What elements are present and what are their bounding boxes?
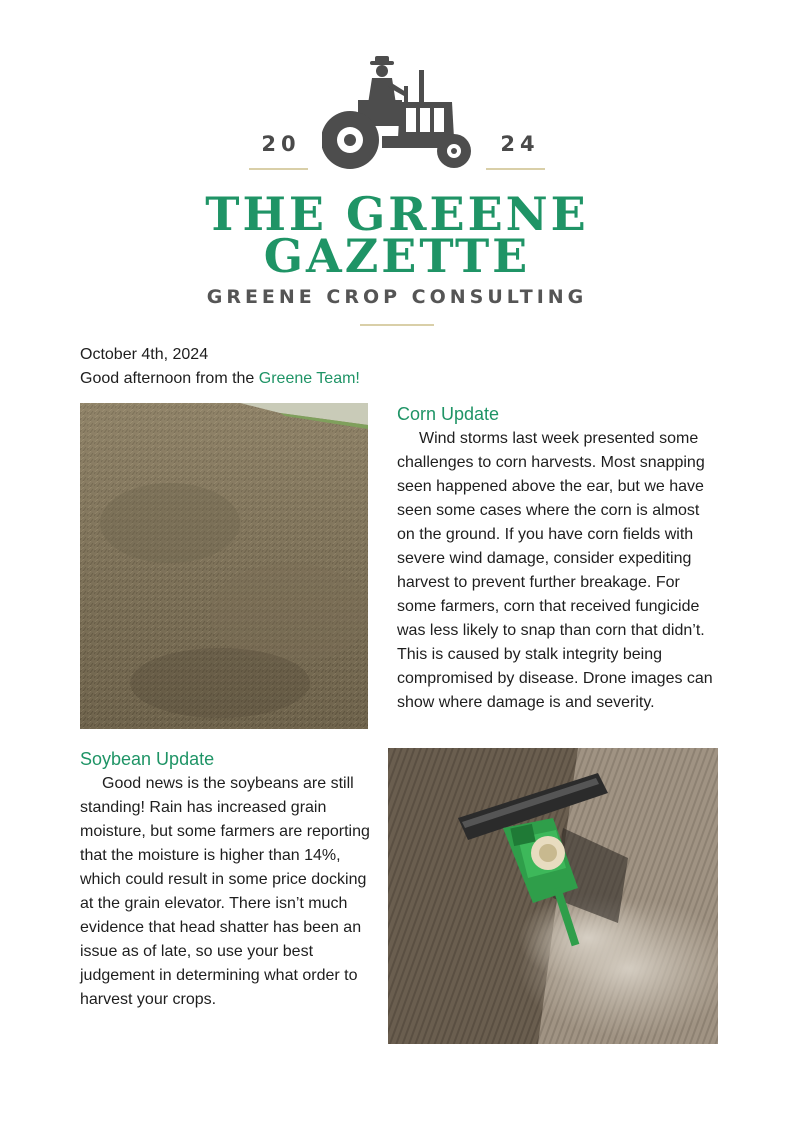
- soybean-update-body: Good news is the soybeans are still standing! Rain has increased grain moisture, but some farmers are reporting that the moisture is higher than 14%, which could result in some price docking at the grain elevator. There isn’t much evidence that head shatter has been an issue as of late, so use your best judgement in determining what order to harvest your crops.: [80, 775, 370, 1008]
- corn-update-heading: Corn Update: [397, 404, 500, 424]
- greeting: [80, 367, 360, 391]
- corn-update-article: [397, 403, 719, 715]
- newsletter-title-line2: GAZETTE: [263, 229, 531, 283]
- corn-update-body: Wind storms last week presented some challenges to corn harvests. Most snapping seen happened above the ear, but we have seen some cases where the corn is almost on the ground. If you have corn fields with severe wind damage, consider expediting harvest to prevent further breakage. For some farmers, corn that received fungicide was less likely to snap than corn that didn’t. This is caused by stalk integrity being compromised by disease. Drone images can show where damage is and severity.: [397, 430, 713, 711]
- newsletter-title-line1: THE GREENE: [205, 187, 589, 241]
- title-rule: [360, 324, 434, 326]
- combine-harvest-photo: [388, 748, 718, 1044]
- tractor-icon: [322, 56, 472, 172]
- corn-field-photo: [80, 403, 368, 729]
- year-left-rule: [249, 168, 308, 170]
- greeting-prefix: Good afternoon from the: [80, 370, 259, 387]
- soybean-update-article: [80, 748, 370, 1012]
- soybean-update-heading: Soybean Update: [80, 749, 215, 769]
- newsletter-subtitle: GREENE CROP CONSULTING: [206, 286, 588, 308]
- year-right: 24: [500, 132, 540, 156]
- tractor-logo: [322, 56, 472, 172]
- year-right-rule: [486, 168, 545, 170]
- issue-date: October 4th, 2024: [80, 346, 209, 363]
- year-left: 20: [261, 132, 301, 156]
- greeting-team: Greene Team!: [258, 370, 360, 387]
